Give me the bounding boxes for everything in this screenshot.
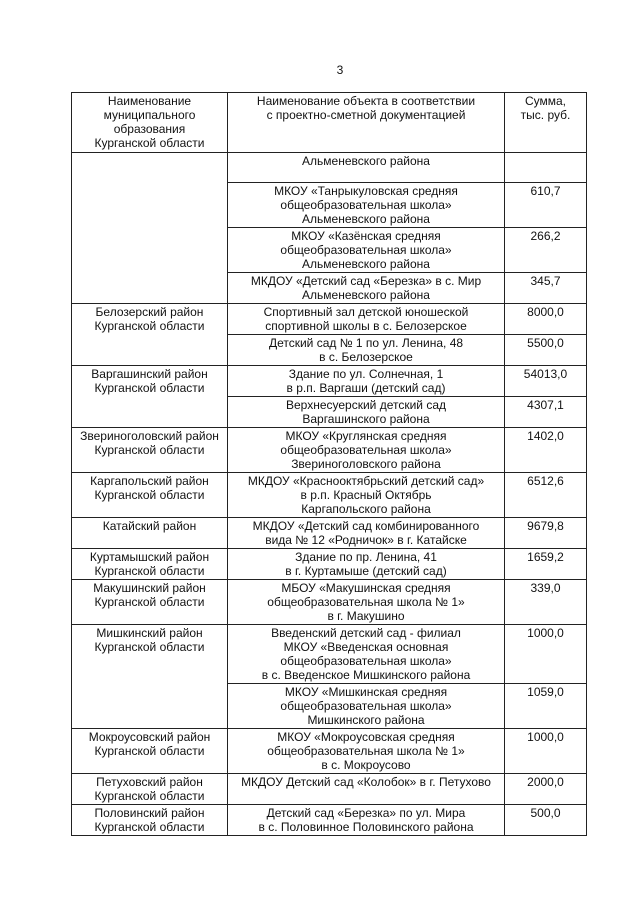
sum-cell <box>505 625 587 684</box>
object-text: в р.п. Варгаши (детский сад) <box>286 381 446 395</box>
header-text: муниципального <box>103 108 196 122</box>
object-cell <box>228 473 505 518</box>
object-text: Здание по ул. Солнечная, 1 <box>288 367 444 381</box>
sum-cell <box>505 473 587 518</box>
object-text: МКОУ «Казёнская средняя <box>291 229 441 243</box>
page-number: 3 <box>336 63 344 77</box>
object-text: Звериноголовского района <box>291 457 441 471</box>
object-text: МКОУ «Круглянская средняя <box>285 429 447 443</box>
funding-table-body <box>72 93 587 836</box>
municipality-cell <box>72 153 228 304</box>
sum-cell <box>505 273 587 304</box>
sum-cell <box>505 335 587 366</box>
object-text: Здание по пр. Ленина, 41 <box>295 550 437 564</box>
object-text: МКДОУ «Детский сад «Березка» в с. Мир <box>250 274 482 288</box>
municipality-text: Куртамышский район <box>89 550 210 564</box>
sum-cell <box>505 183 587 228</box>
object-text: общеобразовательная школа» <box>280 443 452 457</box>
object-text: МКОУ «Мокроусовская средняя <box>277 730 455 744</box>
sum-value: 8000,0 <box>527 305 564 319</box>
municipality-text: Половинский район <box>94 806 205 820</box>
object-text: Каргапольского района <box>301 502 431 516</box>
object-text: общеобразовательная школа» <box>280 198 452 212</box>
object-cell <box>228 625 505 684</box>
sum-value: 610,7 <box>530 184 561 198</box>
municipality-text: Курганской области <box>94 820 205 834</box>
table-row <box>72 625 587 684</box>
object-text: в с. Половинное Половинского района <box>258 820 474 834</box>
object-text: Альменевского района <box>302 212 430 226</box>
municipality-text: Курганской области <box>94 595 205 609</box>
header-sum <box>505 93 587 153</box>
sum-cell <box>505 228 587 273</box>
municipality-cell <box>72 428 228 473</box>
object-text: общеобразовательная школа» <box>280 654 452 668</box>
object-text: МКОУ «Танрыкуловская средняя <box>274 184 458 198</box>
sum-value: 2000,0 <box>527 775 564 789</box>
municipality-text: Звериноголовский район <box>80 429 219 443</box>
table-row <box>72 304 587 335</box>
sum-value: 500,0 <box>530 806 561 820</box>
object-cell <box>228 397 505 428</box>
object-text: МКОУ «Введенская основная <box>283 640 449 654</box>
table-row <box>72 518 587 549</box>
object-text: МКДОУ Детский сад «Колобок» в г. Петухово <box>241 775 491 789</box>
object-cell <box>228 684 505 729</box>
header-text: Сумма, <box>524 94 567 108</box>
sum-value: 1000,0 <box>527 730 564 744</box>
object-text: Спортивный зал детской юношеской <box>263 305 469 319</box>
object-text: общеобразовательная школа» <box>280 699 452 713</box>
object-text: в г. Куртамыше (детский сад) <box>285 564 447 578</box>
header-text: Наименование <box>107 94 192 108</box>
object-cell <box>228 580 505 625</box>
table-row <box>72 729 587 774</box>
municipality-text: Белозерский район <box>95 305 204 319</box>
object-text: в с. Белозерское <box>319 350 413 364</box>
header-text: с проектно-сметной документацией <box>266 108 466 122</box>
municipality-text: Каргапольский район <box>90 474 209 488</box>
sum-cell <box>505 397 587 428</box>
object-cell <box>228 304 505 335</box>
sum-value: 339,0 <box>530 581 561 595</box>
sum-cell <box>505 684 587 729</box>
sum-cell <box>505 580 587 625</box>
object-text: спортивной школы в с. Белозерское <box>265 319 467 333</box>
sum-cell <box>505 805 587 836</box>
sum-cell <box>505 549 587 580</box>
object-text: Мишкинского района <box>307 713 425 727</box>
table-row <box>72 428 587 473</box>
header-text: Наименование объекта в соответствии <box>256 94 476 108</box>
municipality-cell <box>72 805 228 836</box>
municipality-text: Петуховский район <box>96 775 203 789</box>
header-text: образования <box>113 122 186 136</box>
sum-value: 6512,6 <box>527 474 564 488</box>
sum-value: 5500,0 <box>527 336 564 350</box>
municipality-text: Курганской области <box>94 789 205 803</box>
object-cell <box>228 366 505 397</box>
object-text: МКДОУ «Детский сад комбинированного <box>252 519 480 533</box>
municipality-text: Курганской области <box>94 381 205 395</box>
sum-value: 4307,1 <box>527 398 564 412</box>
sum-value: 9679,8 <box>527 519 564 533</box>
municipality-cell <box>72 729 228 774</box>
object-cell <box>228 228 505 273</box>
table-row <box>72 366 587 397</box>
table-row <box>72 549 587 580</box>
object-text: в г. Макушино <box>327 609 405 623</box>
object-text: общеобразовательная школа № 1» <box>267 595 465 609</box>
object-text: в р.п. Красный Октябрь <box>300 488 432 502</box>
object-text: МКОУ «Мишкинская средняя <box>284 685 448 699</box>
object-text: Варгашинского района <box>302 412 430 426</box>
municipality-cell <box>72 625 228 729</box>
object-text: Детский сад № 1 по ул. Ленина, 48 <box>268 336 464 350</box>
object-cell <box>228 805 505 836</box>
sum-cell <box>505 153 587 183</box>
sum-value: 1000,0 <box>527 626 564 640</box>
object-cell <box>228 774 505 805</box>
sum-cell <box>505 774 587 805</box>
municipality-text: Макушинский район <box>93 581 206 595</box>
object-text: в с. Мокроусово <box>321 758 411 772</box>
object-cell <box>228 729 505 774</box>
sum-cell <box>505 304 587 335</box>
municipality-text: Курганской области <box>94 319 205 333</box>
sum-value: 1402,0 <box>527 429 564 443</box>
object-text: общеобразовательная школа № 1» <box>267 744 465 758</box>
sum-value: 1659,2 <box>527 550 564 564</box>
object-cell <box>228 549 505 580</box>
municipality-cell <box>72 580 228 625</box>
municipality-text: Курганской области <box>94 744 205 758</box>
object-text: Альменевского района <box>302 154 430 168</box>
funding-table <box>71 92 587 836</box>
header-text: тыс. руб. <box>520 108 571 122</box>
header-municipality <box>72 93 228 153</box>
table-row <box>72 774 587 805</box>
municipality-text: Курганской области <box>94 443 205 457</box>
municipality-text: Мокроусовский район <box>88 730 211 744</box>
object-cell <box>228 335 505 366</box>
object-text: Детский сад «Березка» по ул. Мира <box>266 806 466 820</box>
sum-cell <box>505 366 587 397</box>
sum-value: 345,7 <box>530 274 561 288</box>
sum-cell <box>505 729 587 774</box>
sum-value: 266,2 <box>530 229 561 243</box>
sum-cell <box>505 428 587 473</box>
municipality-cell <box>72 473 228 518</box>
object-text: вида № 12 «Родничок» в г. Катайске <box>265 533 467 547</box>
header-object <box>228 93 505 153</box>
object-text: Альменевского района <box>302 288 430 302</box>
municipality-cell <box>72 549 228 580</box>
sum-value: 54013,0 <box>523 367 568 381</box>
header-text: Курганской области <box>94 136 205 150</box>
municipality-text: Варгашинский район <box>91 367 208 381</box>
table-row <box>72 153 587 183</box>
table-row <box>72 805 587 836</box>
object-text: общеобразовательная школа» <box>280 243 452 257</box>
municipality-text: Мишкинский район <box>96 626 203 640</box>
object-cell <box>228 153 505 183</box>
municipality-cell <box>72 774 228 805</box>
table-row <box>72 473 587 518</box>
object-cell <box>228 273 505 304</box>
municipality-text: Курганской области <box>94 488 205 502</box>
object-cell <box>228 428 505 473</box>
object-text: в с. Введенское Мишкинского района <box>261 668 471 682</box>
object-cell <box>228 518 505 549</box>
municipality-text: Курганской области <box>94 564 205 578</box>
object-text: Верхнесуерский детский сад <box>285 398 447 412</box>
municipality-cell <box>72 366 228 428</box>
object-cell <box>228 183 505 228</box>
table-row <box>72 580 587 625</box>
municipality-text: Курганской области <box>94 640 205 654</box>
object-text: Введенский детский сад - филиал <box>271 626 461 640</box>
municipality-cell <box>72 304 228 366</box>
municipality-text: Катайский район <box>102 519 197 533</box>
header-row <box>72 93 587 153</box>
sum-value: 1059,0 <box>527 685 564 699</box>
object-text: МБОУ «Макушинская средняя <box>281 581 451 595</box>
sum-cell <box>505 518 587 549</box>
object-text: Альменевского района <box>302 257 430 271</box>
municipality-cell <box>72 518 228 549</box>
object-text: МКДОУ «Краснооктябрьский детский сад» <box>247 474 485 488</box>
